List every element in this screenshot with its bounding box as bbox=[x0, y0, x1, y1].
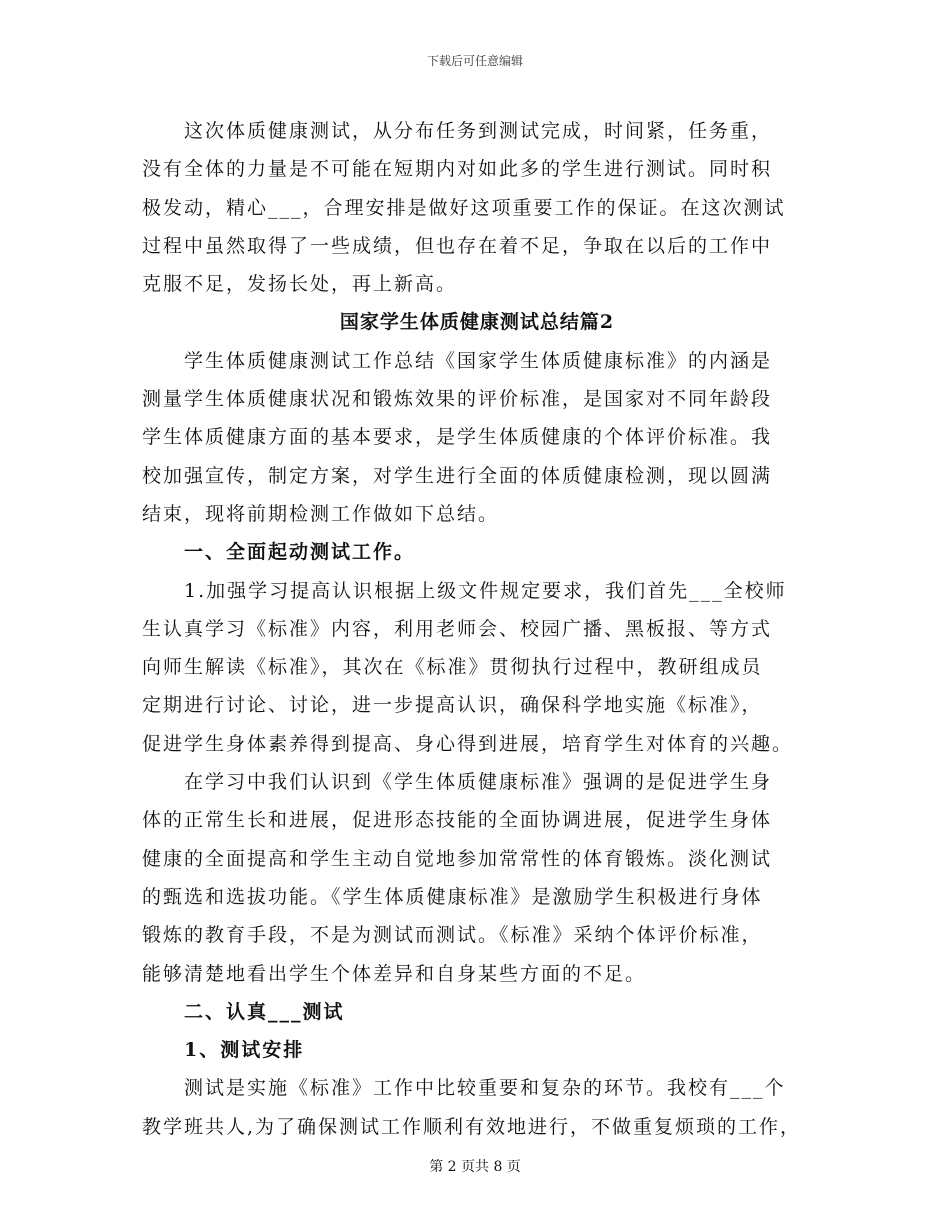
text-line: 测试是实施《标准》工作中比较重要和复杂的环节。我校有___个 bbox=[142, 1077, 786, 1100]
text-line: 学生体质健康测试工作总结《国家学生体质健康标准》的内涵是 bbox=[142, 349, 773, 372]
text-line: 过程中虽然取得了一些成绩，但也存在着不足，争取在以后的工作中 bbox=[142, 234, 773, 257]
text-line: 克服不足，发扬长处，再上新高。 bbox=[142, 273, 458, 296]
heading-2: 二、认真___测试 bbox=[142, 1000, 345, 1023]
text-line: 极发动，精心___，合理安排是做好这项重要工作的保证。在这次测试 bbox=[142, 196, 786, 219]
document-body bbox=[142, 112, 812, 1146]
text-line: 能够清楚地看出学生个体差异和自身某些方面的不足。 bbox=[142, 962, 647, 985]
subheading-1: 1、测试安排 bbox=[142, 1039, 305, 1062]
text-line: 定期进行讨论、讨论，进一步提高认识，确保科学地实施《标准》， bbox=[142, 694, 763, 717]
text-line: 体的正常生长和进展，促进形态技能的全面协调进展，促进学生身体 bbox=[142, 809, 773, 832]
text-line: 校加强宣传，制定方案，对学生进行全面的体质健康检测，现以圆满 bbox=[142, 464, 773, 487]
text-line: 学生体质健康方面的基本要求，是学生体质健康的个体评价标准。我 bbox=[142, 426, 773, 449]
text-line: 1.加强学习提高认识根据上级文件规定要求，我们首先___全校师 bbox=[142, 579, 787, 602]
page-header: 下载后可任意编辑 bbox=[426, 54, 523, 68]
text-line: 没有全体的力量是不可能在短期内对如此多的学生进行测试。同时积 bbox=[142, 158, 773, 181]
text-line: 测量学生体质健康状况和锻炼效果的评价标准，是国家对不同年龄段 bbox=[142, 388, 773, 411]
text-line: 结束，现将前期检测工作做如下总结。 bbox=[142, 502, 500, 525]
text-line: 的甄选和选拔功能。《学生体质健康标准》是激励学生积极进行身体 bbox=[142, 885, 763, 908]
text-line: 生认真学习《标准》内容，利用老师会、校园广播、黑板报、等方式 bbox=[142, 617, 773, 640]
text-line: 向师生解读《标准》，其次在《标准》贯彻执行过程中，教研组成员 bbox=[142, 656, 763, 679]
text-line: 在学习中我们认识到《学生体质健康标准》强调的是促进学生身 bbox=[142, 771, 773, 794]
text-line: 健康的全面提高和学生主动自觉地参加常常性的体育锻炼。淡化测试 bbox=[142, 847, 773, 870]
text-line: 教学班共人,为了确保测试工作顺利有效地进行，不做重复烦琐的工作， bbox=[142, 1115, 802, 1138]
text-line: 锻炼的教育手段，不是为测试而测试。《标准》采纳个体评价标准， bbox=[142, 924, 763, 947]
section-title: 国家学生体质健康测试总结篇2 bbox=[339, 311, 615, 334]
heading-1: 一、全面起动测试工作。 bbox=[142, 541, 416, 564]
text-line: 促进学生身体素养得到提高、身心得到进展，培育学生对体育的兴趣。 bbox=[142, 732, 794, 755]
page-footer: 第 2 页共 8 页 bbox=[429, 1159, 521, 1175]
text-line: 这次体质健康测试，从分布任务到测试完成，时间紧，任务重， bbox=[142, 120, 773, 142]
